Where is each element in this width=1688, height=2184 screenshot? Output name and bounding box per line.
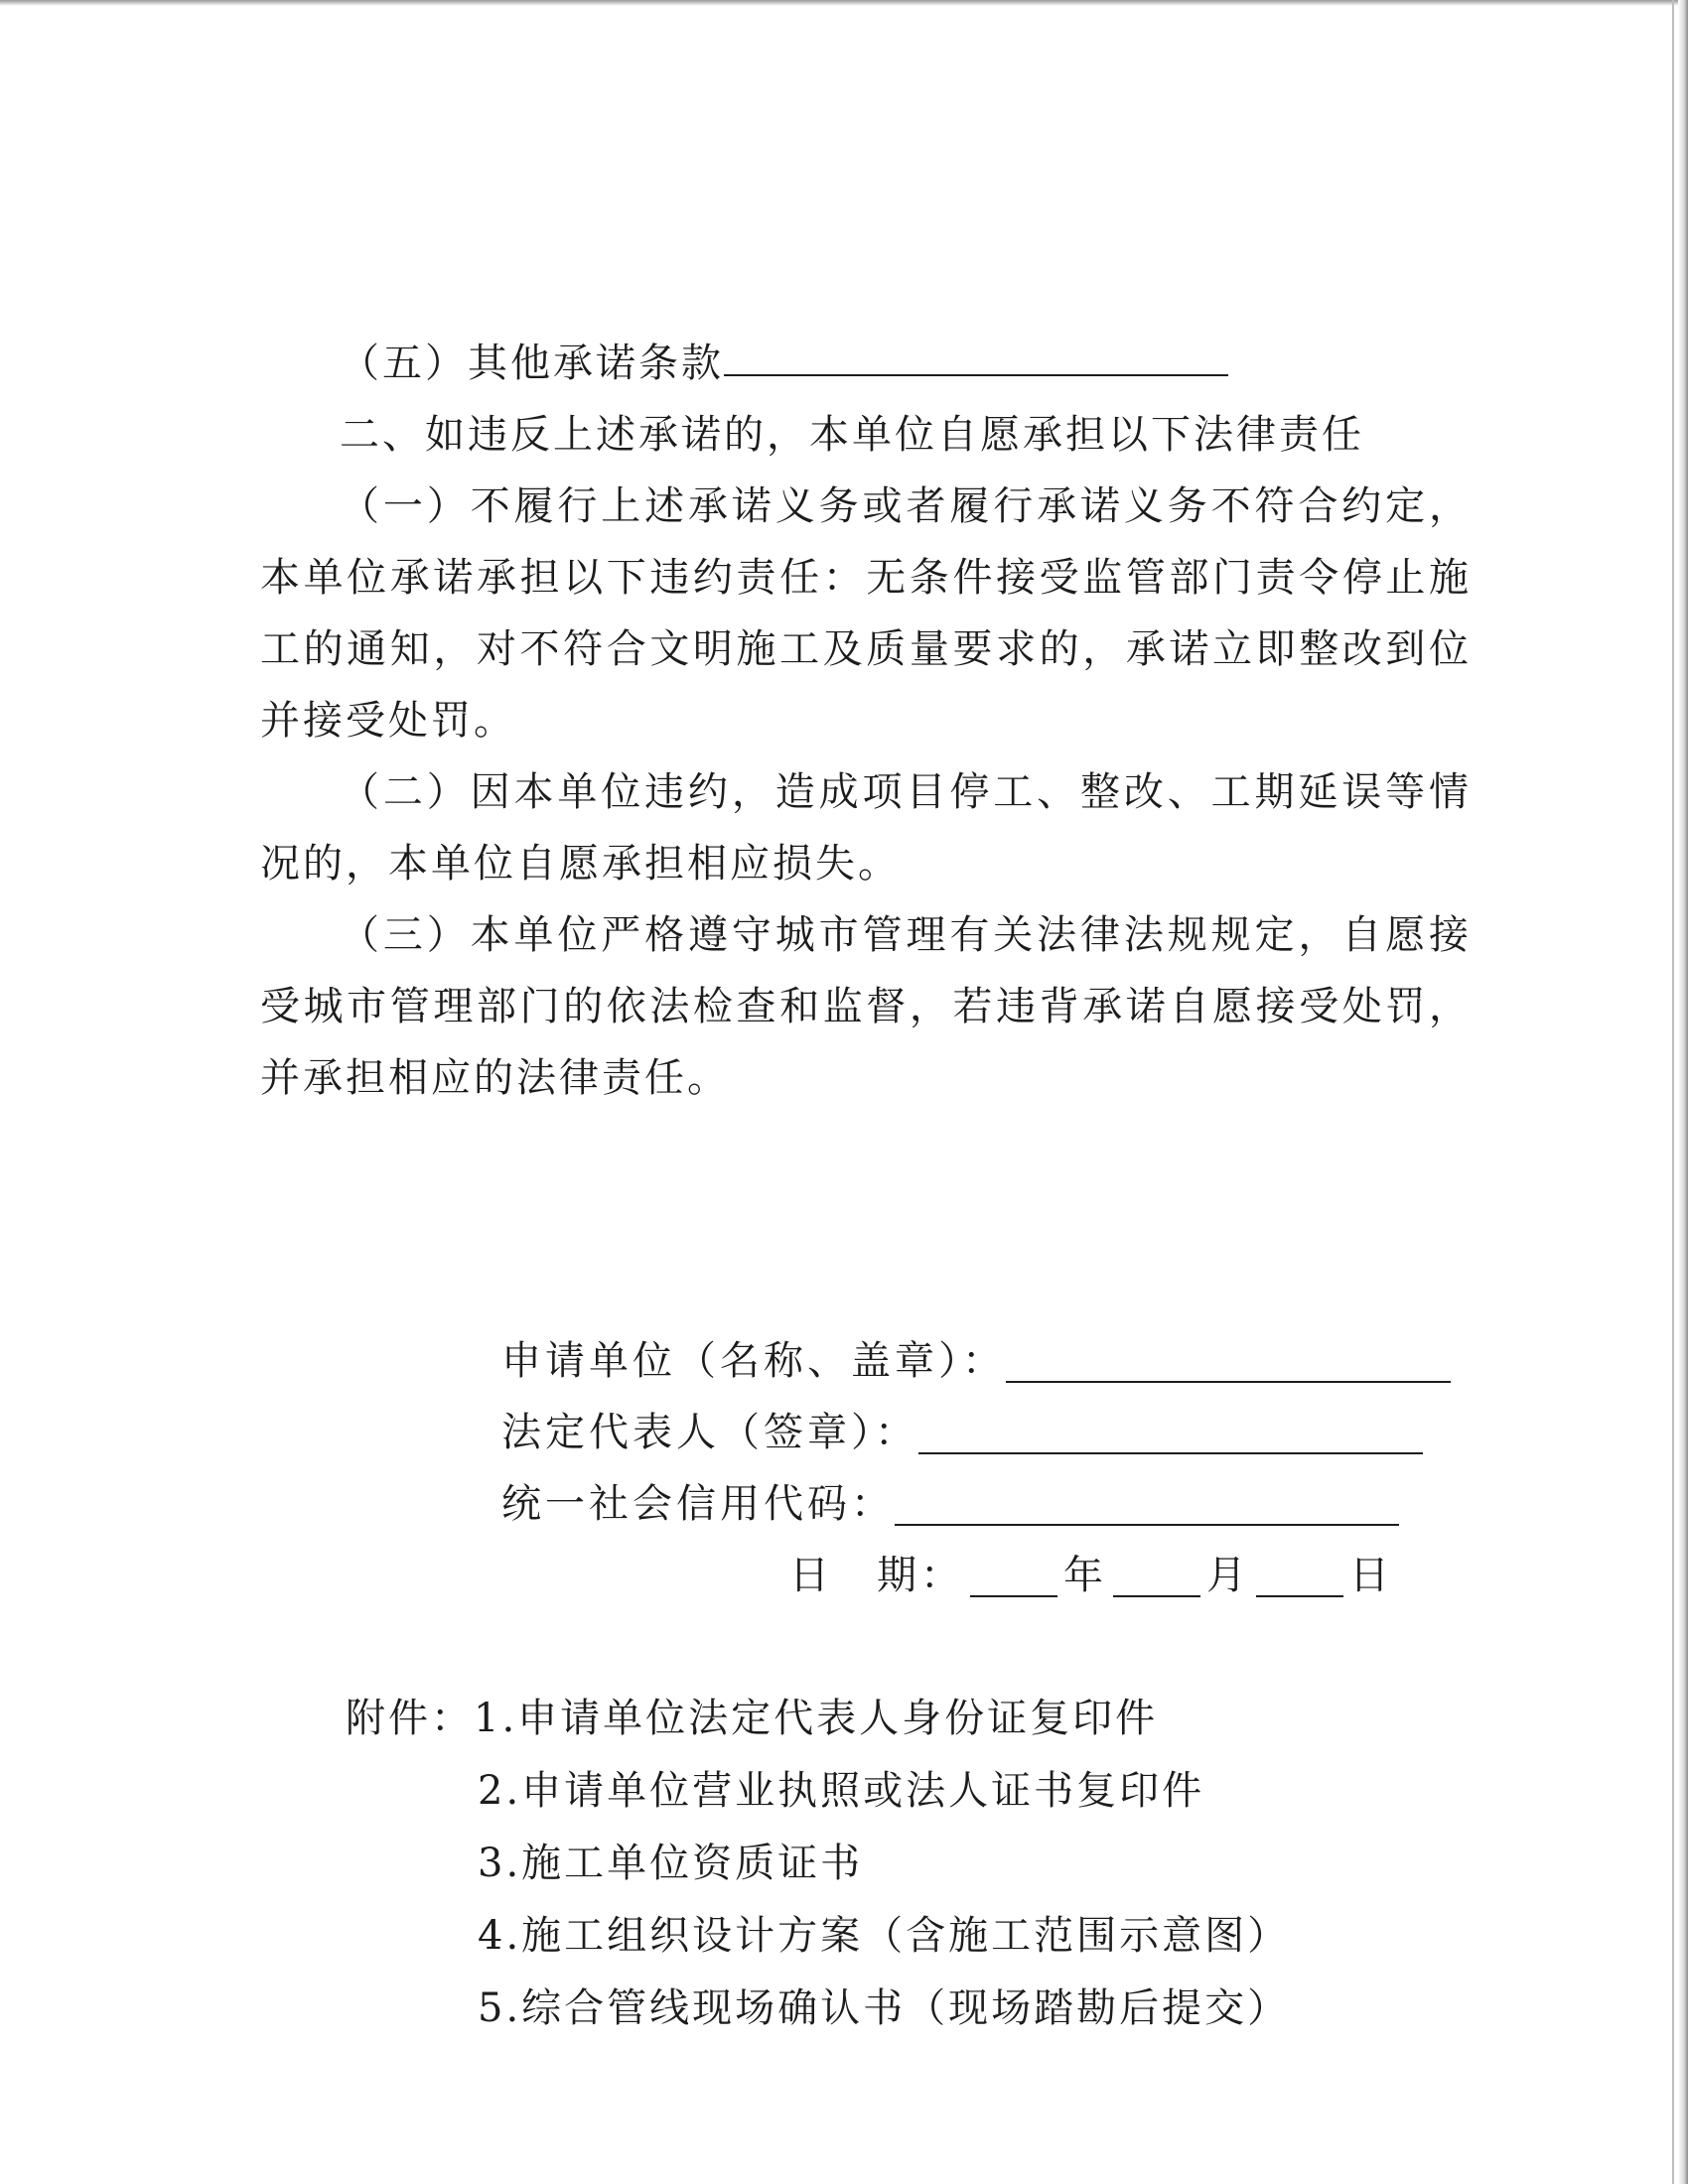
applicant-label: 申请单位（名称、盖章）： [501,1338,1006,1384]
clause-item-5-label: （五）其他承诺条款 [340,341,724,386]
credit-code-row [501,1468,1451,1540]
attachments-label: 附件： [346,1696,474,1741]
date-label: 日 期： [789,1553,964,1598]
applicant-row [501,1325,1451,1397]
clause-section [260,328,1472,1114]
applicant-name-blank[interactable] [1006,1341,1451,1383]
legal-rep-label: 法定代表人（签章）： [501,1410,918,1455]
attachment-item-4: 4.施工组织设计方案（含施工范围示意图） [478,1913,1291,1959]
month-blank[interactable] [1113,1556,1200,1597]
clause-item-3: （三）本单位严格遵守城市管理有关法律法规规定，自愿接受城市管理部门的依法检查和监督，若违背承诺自愿接受处罚，并承担相应的法律责任。 [260,912,1472,1101]
clause-item-1: （一）不履行上述承诺义务或者履行承诺义务不符合约定，本单位承诺承担以下违约责任：无条件接受监管部门责令停止施工的通知，对不符合文明施工及质量要求的，承诺立即整改到位并接受处罚。 [260,483,1472,744]
scan-edge-top [0,0,1688,6]
year-label: 年 [1063,1553,1107,1598]
day-label: 日 [1349,1553,1393,1598]
date-row [501,1540,1451,1611]
attachment-item-2: 2.申请单位营业执照或法人证书复印件 [478,1768,1205,1814]
month-label: 月 [1206,1553,1250,1598]
clause-item-2: （二）因本单位违约，造成项目停工、整改、工期延误等情况的，本单位自愿承担相应损失。 [260,769,1472,887]
attachment-item [346,1683,1290,1755]
credit-code-blank[interactable] [895,1484,1399,1526]
legal-rep-blank[interactable] [918,1413,1423,1454]
scan-edge-line [1672,0,1674,2184]
attachment-item-5: 5.综合管线现场确认书（现场踏勘后提交） [478,1985,1291,2031]
year-blank[interactable] [970,1556,1057,1597]
attachment-item-1: 1.申请单位法定代表人身份证复印件 [474,1696,1159,1741]
credit-code-label: 统一社会信用代码： [501,1481,895,1527]
section-2-heading: 二、如违反上述承诺的，本单位自愿承担以下法律责任 [340,412,1364,458]
legal-rep-row [501,1397,1451,1468]
attachments-section [346,1683,1290,2045]
clause-item-5 [260,328,1472,399]
signature-block [501,1325,1451,1611]
attachment-item-3: 3.施工单位资质证书 [478,1841,864,1886]
other-terms-blank[interactable] [724,331,1228,376]
day-blank[interactable] [1256,1556,1343,1597]
scan-edge-right [1678,0,1688,2184]
